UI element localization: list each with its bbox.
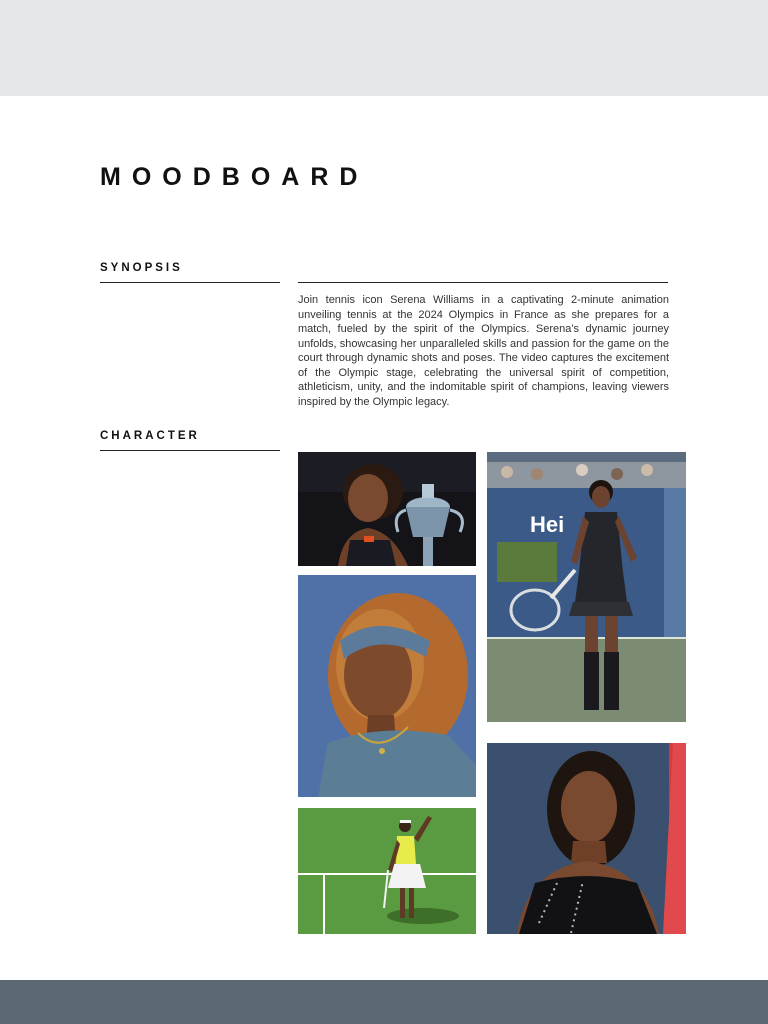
character-heading-rule — [100, 450, 280, 451]
synopsis-text: Join tennis icon Serena Williams in a captivating 2-minute animation unveiling tennis at the 2024 Olympics in France as she prepares for a match, fueled by the spirit of the Olympics. Serena's dynamic journey unfolds, showcasing her unparalleled skills and passion for the game on the court through dynamic shots and poses. The video captures the excitement of the Olympic stage, celebrating the universal spirit of competition, athleticism, unity, and the indomitable spirit of champions, leaving viewers inspired by the Olympic legacy. — [298, 294, 669, 408]
photo-court-stance — [487, 452, 686, 722]
photo-court-wave — [298, 808, 476, 934]
synopsis-text-rule — [298, 282, 668, 283]
court-banner-text: Hei — [530, 512, 565, 537]
photo-closeup-headband — [298, 575, 476, 797]
footer-band — [0, 980, 768, 1024]
photo-trophy — [298, 452, 476, 566]
header-band — [0, 0, 768, 96]
page-title: MOODBOARD — [100, 163, 369, 191]
synopsis-heading: SYNOPSIS — [100, 262, 183, 274]
synopsis-heading-rule — [100, 282, 280, 283]
character-heading: CHARACTER — [100, 430, 200, 442]
photo-red-carpet — [487, 743, 686, 934]
